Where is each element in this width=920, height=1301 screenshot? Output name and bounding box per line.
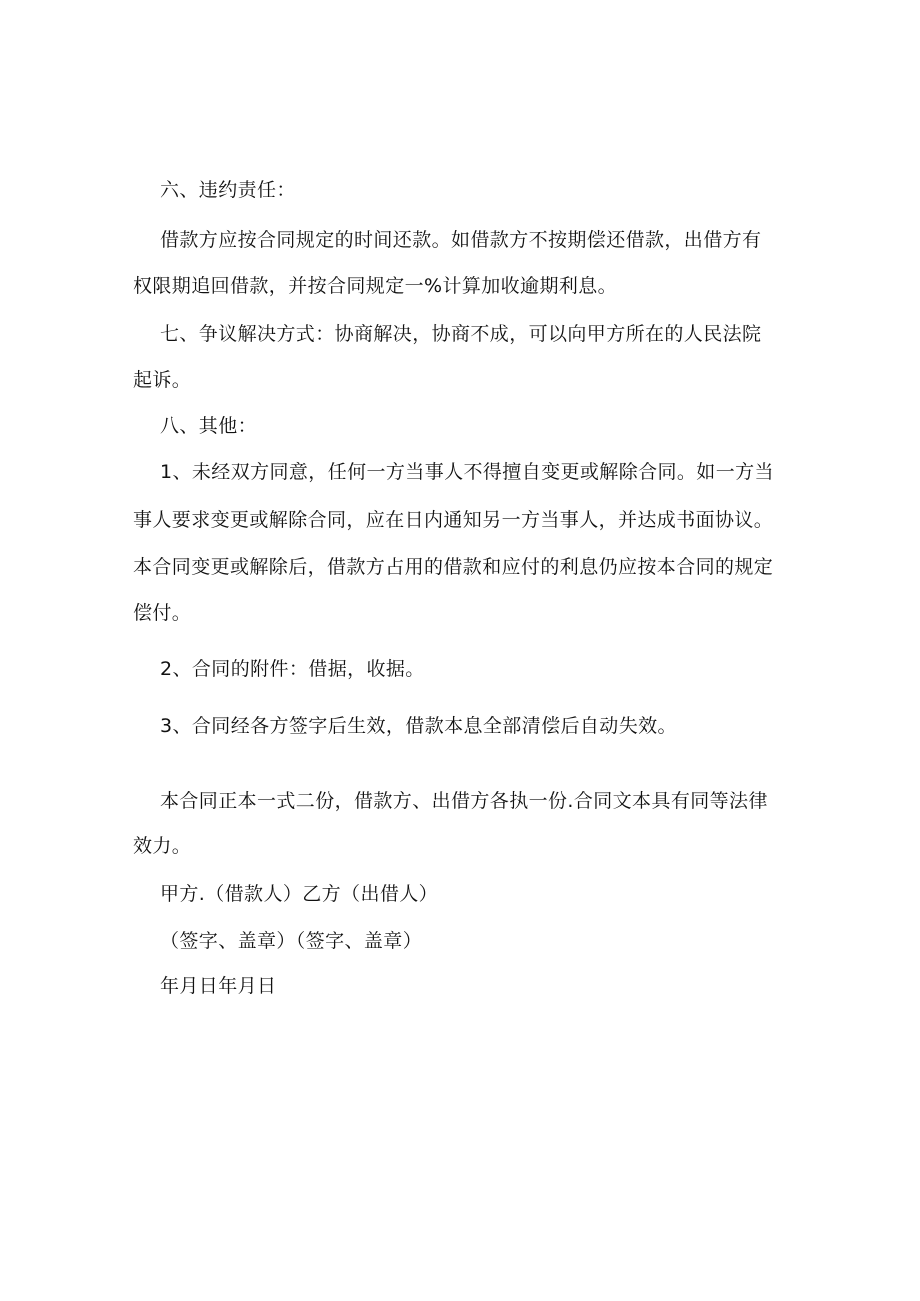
clause-2-line: 2、合同的附件：借据，收据。 [160, 658, 425, 680]
section-heading-other: 八、其他： [160, 415, 258, 437]
clause-1-line: 偿付。 [133, 602, 192, 624]
signature-labels: （签字、盖章）（签字、盖章） [160, 930, 423, 952]
copies-paragraph-line: 效力。 [133, 835, 192, 857]
clause-1-line: 事人要求变更或解除合同，应在日内通知另一方当事人，并达成书面协议。 [133, 509, 774, 531]
clause-1-line: 1、未经双方同意，任何一方当事人不得擅自变更或解除合同。如一方当 [160, 461, 774, 483]
paragraph-line: 借款方应按合同规定的时间还款。如借款方不按期偿还借款，出借方有 [160, 229, 762, 251]
paragraph-line: 权限期追回借款，并按合同规定一%计算加收逾期利息。 [133, 275, 618, 297]
copies-paragraph-line: 本合同正本一式二份，借款方、出借方各执一份.合同文本具有同等法律 [160, 790, 768, 812]
date-labels: 年月日年月日 [160, 975, 277, 997]
party-labels: 甲方.（借款人）乙方（出借人） [160, 883, 439, 905]
section-heading-dispute: 七、争议解决方式：协商解决，协商不成，可以向甲方所在的人民法院 [160, 323, 762, 345]
clause-1-line: 本合同变更或解除后，借款方占用的借款和应付的利息仍应按本合同的规定 [133, 556, 774, 578]
clause-3-line: 3、合同经各方签字后生效，借款本息全部清偿后自动失效。 [160, 715, 677, 737]
paragraph-line: 起诉。 [133, 369, 192, 391]
section-heading-liability: 六、违约责任： [160, 179, 296, 201]
